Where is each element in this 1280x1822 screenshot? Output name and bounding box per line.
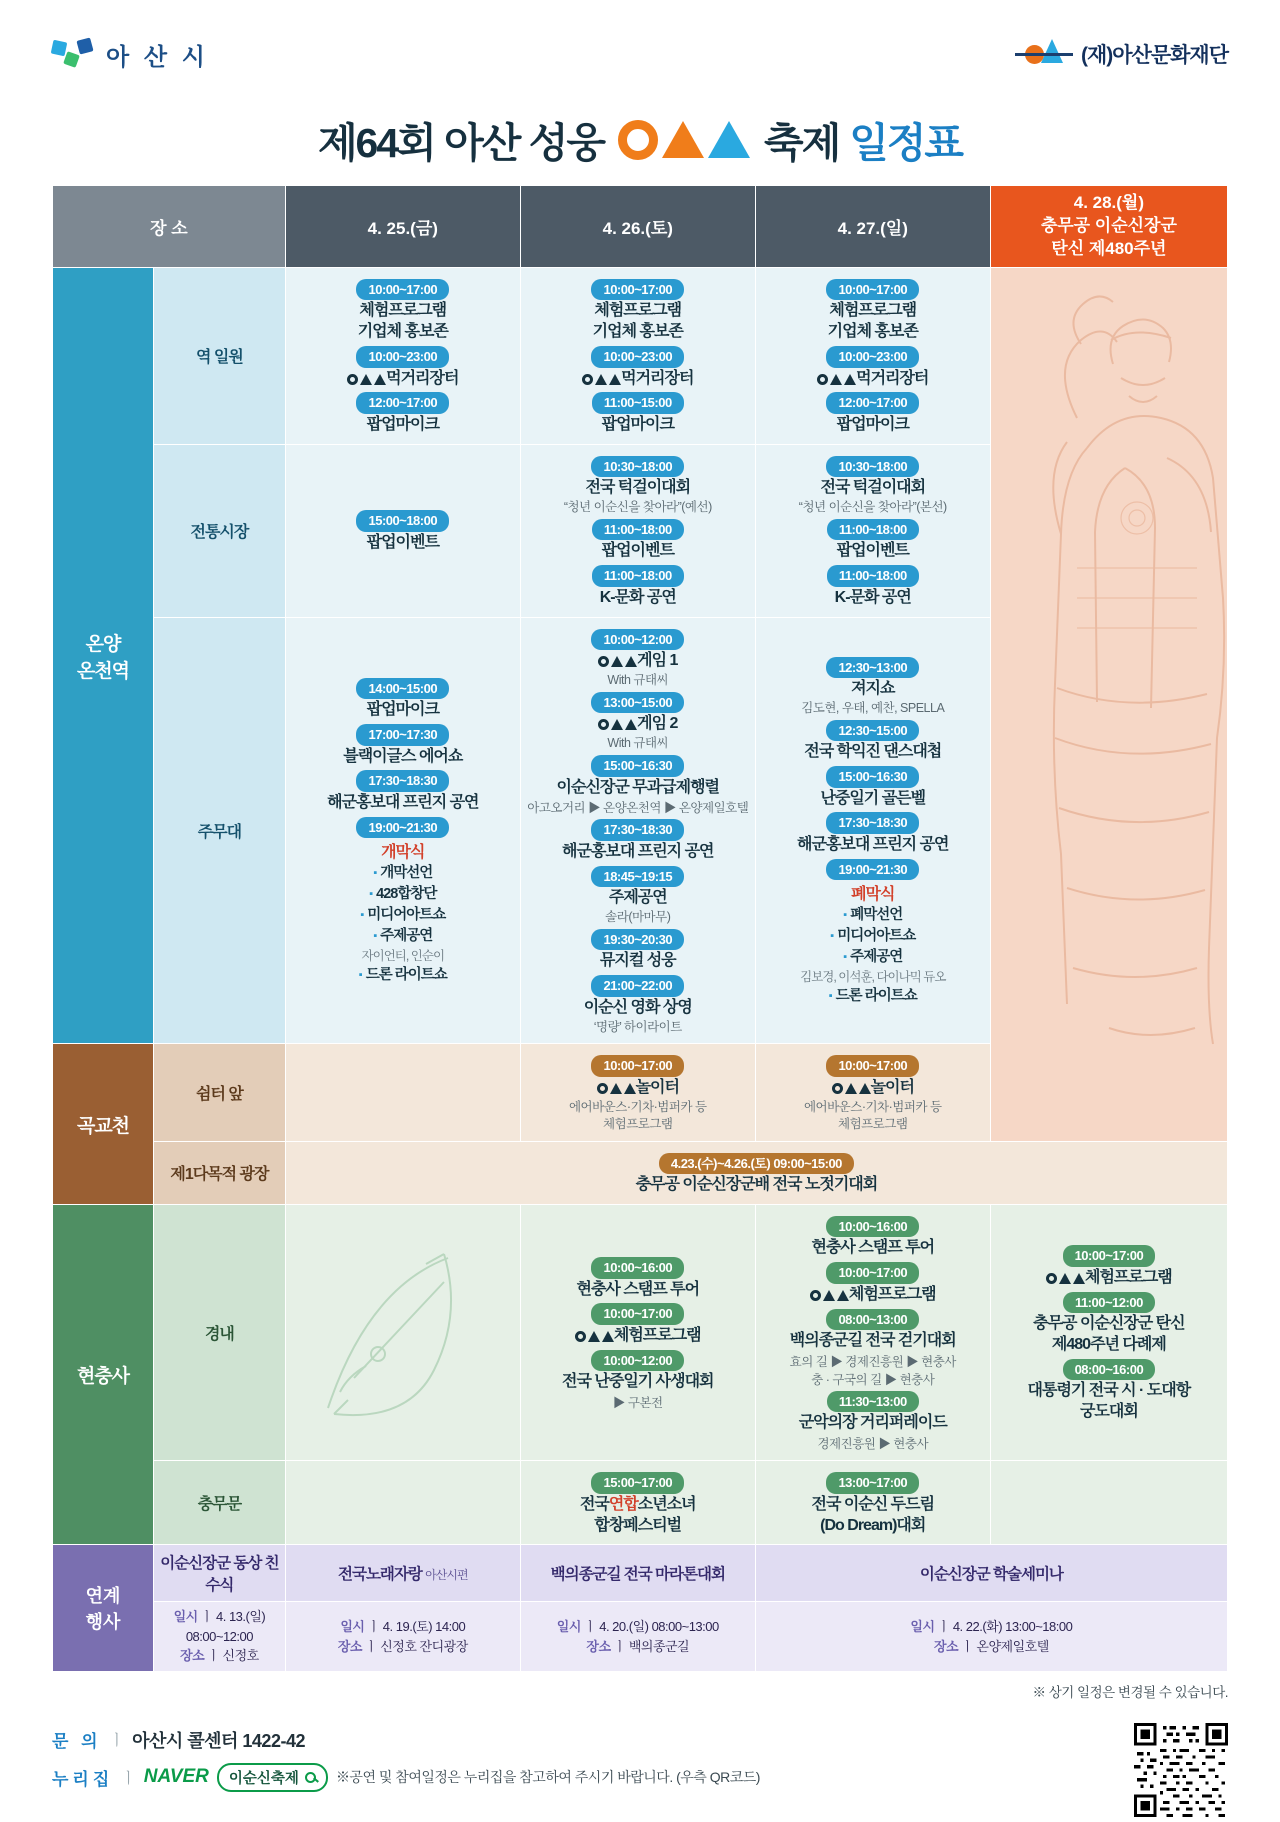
cell-grounds-fri xyxy=(285,1204,520,1460)
cell-market-sat xyxy=(520,444,755,617)
place-value: 신정호 xyxy=(222,1648,259,1664)
time-pill: 10:00~12:00 xyxy=(591,1350,684,1372)
time-pill: 15:00~18:00 xyxy=(356,510,449,532)
event-title: 게임 1 xyxy=(527,651,749,672)
bullet-item: ▪ 주제공연 xyxy=(762,947,984,968)
time-pill: 21:00~22:00 xyxy=(591,975,684,997)
time-pill: 10:00~12:00 xyxy=(591,629,684,651)
event-title: 팝업이벤트 xyxy=(601,542,674,560)
place-label: 장소 xyxy=(337,1638,362,1654)
place-value: 신정호 잔디광장 xyxy=(380,1638,468,1654)
cell-station-sat xyxy=(520,267,755,444)
bullet-note: 자이언티, 인순이 xyxy=(361,949,445,964)
event-route: 아고오거리 ▶ 온양온천역 ▶ 온양제일호텔 xyxy=(527,801,749,816)
asan-foundation-logo xyxy=(1015,39,1228,69)
event-title-highlight: 개막식 xyxy=(381,844,425,862)
event-title: 전국 학익진 댄스대첩 xyxy=(804,743,942,761)
title-post: 일정표 xyxy=(849,120,963,166)
asan-city-logo xyxy=(52,37,209,72)
event-title: 먹거리장터 xyxy=(292,369,514,390)
search-keyword: 이순신축제 xyxy=(228,1770,299,1787)
time-pill: 19:00~21:30 xyxy=(356,817,449,839)
linked-event-detail-2 xyxy=(285,1602,520,1672)
asan-foundation-logo-text: (재)아산문화재단 xyxy=(1081,44,1228,67)
event-title: 팝업이벤트 xyxy=(366,533,439,551)
event-title: 놀이터 xyxy=(527,1078,749,1099)
event-title: 체험프로그램 기업체 홍보존 xyxy=(357,302,448,341)
time-pill: 12:30~13:00 xyxy=(826,657,919,679)
event-route: ▶ 구본전 xyxy=(612,1396,663,1411)
time-pill: 17:30~18:30 xyxy=(356,770,449,792)
event-title: 이순신 영화 상영 xyxy=(583,998,692,1016)
event-title: 주제공연 xyxy=(608,889,667,907)
time-pill: 17:00~17:30 xyxy=(356,724,449,746)
event-title: 전국연합소년소녀 합창페스티벌 xyxy=(579,1495,696,1534)
cell-shelter-fri xyxy=(285,1044,520,1141)
time-pill: 10:00~16:00 xyxy=(826,1216,919,1238)
time-pill: 10:00~23:00 xyxy=(356,346,449,368)
event-note: With 규태씨 xyxy=(607,672,669,687)
bullet-item: ▪ 미디어아트쇼 xyxy=(762,926,984,947)
header-day-sat: 4. 26.(토) xyxy=(520,186,755,268)
linked-event-title-1 xyxy=(154,1545,286,1602)
sub-plaza: 제1다목적 광장 xyxy=(154,1141,286,1204)
linked-date-line: 일시 ㅣ 4. 22.(화) 13:00~18:00 xyxy=(910,1619,1073,1635)
event-title: 이순신장군 무과급제행렬 xyxy=(556,778,719,796)
cell-grounds-mon xyxy=(990,1204,1227,1460)
event-title: 놀이터 xyxy=(762,1078,984,1099)
inquiry-label: 문 의 xyxy=(52,1732,102,1752)
event-title: 해군홍보대 프린지 공연 xyxy=(327,793,479,811)
bullet-item: ▪ 드론 라이트쇼 xyxy=(292,965,514,986)
event-title: 팝업마이크 xyxy=(366,415,439,433)
event-note: 에어바운스·기차·범퍼카 등 체험프로그램 xyxy=(803,1099,942,1131)
place-value: 백의종군길 xyxy=(628,1638,690,1654)
cell-market-fri xyxy=(285,444,520,617)
date-value: 4. 13.(일) 08:00~12:00 xyxy=(185,1609,266,1644)
footer-site-row xyxy=(52,1763,760,1792)
title-mid: 축제 xyxy=(763,120,840,166)
time-pill: 13:00~15:00 xyxy=(591,692,684,714)
time-pill: 08:00~13:00 xyxy=(826,1309,919,1331)
table-row-plaza xyxy=(53,1141,1228,1204)
event-title: 군악의장 거리퍼레이드 xyxy=(798,1414,947,1432)
event-title: 게임 2 xyxy=(527,714,749,735)
event-note: With 규태씨 xyxy=(607,736,669,751)
time-pill: 19:30~20:30 xyxy=(591,929,684,951)
linked-event-title-2 xyxy=(285,1545,520,1602)
festival-symbol-icon xyxy=(618,120,750,160)
table-row-gate xyxy=(53,1461,1228,1545)
linked-place-line: 장소 ㅣ 신정호 잔디광장 xyxy=(337,1638,468,1654)
yi-sunsin-statue-icon xyxy=(991,268,1227,1141)
time-pill: 10:00~17:00 xyxy=(591,1303,684,1325)
site-label: 누리집 xyxy=(52,1769,114,1789)
event-title: 팝업이벤트 xyxy=(836,542,909,560)
bullet-item: ▪ 드론 라이트쇼 xyxy=(762,986,984,1007)
time-pill: 11:30~13:00 xyxy=(827,1391,919,1413)
table-row-linked-titles xyxy=(53,1545,1228,1602)
event-title: 블랙이글스 에어쇼 xyxy=(343,747,463,765)
time-pill: 10:00~17:00 xyxy=(826,1262,919,1284)
time-pill: 15:00~16:30 xyxy=(826,766,919,788)
venue-gokgyo: 곡교천 xyxy=(53,1044,154,1204)
event-title: 난중일기 골든벨 xyxy=(820,789,926,807)
header-day-fri: 4. 25.(금) xyxy=(285,186,520,268)
naver-search-pill[interactable] xyxy=(217,1763,328,1792)
sub-gate: 충무문 xyxy=(154,1461,286,1545)
bullet-item: ▪ 개막선언 xyxy=(292,863,514,884)
header-day-mon xyxy=(990,186,1227,268)
linked-event-title-3 xyxy=(520,1545,755,1602)
sub-mainstage: 주무대 xyxy=(154,617,286,1044)
time-pill: 10:00~17:00 xyxy=(591,279,684,301)
time-pill: 10:00~17:00 xyxy=(826,1055,919,1077)
event-note: 에어바운스·기차·범퍼카 등 체험프로그램 xyxy=(568,1099,707,1131)
cell-mainstage-sun xyxy=(755,617,990,1044)
venue-onyang: 온양 온천역 xyxy=(53,267,154,1044)
foundation-logo-icon xyxy=(1015,39,1073,69)
time-pill: 08:00~16:00 xyxy=(1063,1359,1156,1381)
cell-station-sun xyxy=(755,267,990,444)
linked-place-line: 장소 ㅣ 신정호 xyxy=(180,1648,259,1664)
event-note: 솔라(마마무) xyxy=(605,910,671,925)
bullet-item: ▪ 428합창단 xyxy=(292,884,514,905)
cell-gate-fri xyxy=(285,1461,520,1545)
time-pill: 15:00~16:30 xyxy=(591,755,684,777)
time-pill: 10:30~18:00 xyxy=(591,456,684,478)
event-bullets xyxy=(292,863,514,986)
event-route: 경제진흥원 ▶ 현충사 xyxy=(817,1437,929,1452)
time-pill: 10:00~16:00 xyxy=(591,1257,684,1279)
mon-line3: 탄신 제480주년 xyxy=(1051,238,1167,258)
mon-line2: 충무공 이순신장군 xyxy=(1040,215,1177,235)
asan-city-logo-text: 아 산 시 xyxy=(106,43,209,71)
time-pill: 17:30~18:30 xyxy=(826,812,919,834)
event-note: “청년 이순신을 찾아라”(예선) xyxy=(563,499,712,514)
time-pill: 19:00~21:30 xyxy=(826,859,919,881)
asan-logo-icon xyxy=(52,37,96,71)
linked-title-text: 이순신장군 동상 친수식 xyxy=(160,1555,279,1595)
linked-event-detail-4 xyxy=(755,1602,1227,1672)
date-value: 4. 19.(토) 14:00 xyxy=(382,1619,466,1635)
place-label: 장소 xyxy=(933,1638,959,1654)
title-pre: 제64회 아산 성웅 xyxy=(317,120,604,166)
time-pill: 10:00~17:00 xyxy=(826,279,919,301)
mon-date: 4. 28.(월) xyxy=(1073,193,1145,212)
linked-title-text: 전국노래자랑 xyxy=(338,1566,422,1584)
time-pill: 12:30~15:00 xyxy=(826,720,919,742)
cell-gate-sun xyxy=(755,1461,990,1545)
cell-market-sun xyxy=(755,444,990,617)
cell-shelter-sat xyxy=(520,1044,755,1141)
date-label: 일시 xyxy=(556,1619,581,1635)
page-title xyxy=(52,110,1228,169)
table-row-grounds xyxy=(53,1204,1228,1460)
bullet-item: ▪ 주제공연 xyxy=(292,926,514,947)
venue-linked-events: 연계 행사 xyxy=(53,1545,154,1672)
event-title: 전국 턱걸이대회 xyxy=(585,479,691,497)
footer-info xyxy=(52,1723,760,1802)
time-pill: 12:00~17:00 xyxy=(826,392,919,414)
linked-event-title-4 xyxy=(755,1545,1227,1602)
event-title: 전국 턱걸이대회 xyxy=(820,479,926,497)
event-title: 먹거리장터 xyxy=(527,369,749,390)
time-pill: 11:00~18:00 xyxy=(827,565,919,587)
date-value: 4. 22.(화) 13:00~18:00 xyxy=(952,1619,1073,1635)
event-title: 체험프로그램 xyxy=(762,1285,984,1306)
event-title: 팝업마이크 xyxy=(601,415,674,433)
sub-market: 전통시장 xyxy=(154,444,286,617)
footer xyxy=(52,1723,1228,1817)
time-pill: 11:00~18:00 xyxy=(592,519,684,541)
event-title: 팝업마이크 xyxy=(366,701,439,719)
inquiry-value: 아산시 콜센터 1422-42 xyxy=(132,1730,305,1751)
event-title: 현충사 스탬프 투어 xyxy=(576,1280,700,1298)
event-title: 대통령기 전국 시 · 도대항 궁도대회 xyxy=(1027,1382,1191,1421)
table-header-row xyxy=(53,186,1228,268)
event-title: 전국 이순신 두드림 (Do Dream)대회 xyxy=(811,1495,935,1534)
cell-gate-mon xyxy=(990,1461,1227,1545)
cell-plaza-span xyxy=(285,1141,1227,1204)
bullet-item: ▪ 미디어아트쇼 xyxy=(292,905,514,926)
event-title: 먹거리장터 xyxy=(762,369,984,390)
cell-mainstage-fri xyxy=(285,617,520,1044)
time-pill: 11:00~18:00 xyxy=(827,519,919,541)
event-title: K-문화 공연 xyxy=(834,588,911,606)
top-logo-bar xyxy=(52,0,1228,108)
event-title: 체험프로그램 xyxy=(527,1326,749,1347)
search-icon xyxy=(305,1772,316,1783)
linked-place-line: 장소 ㅣ 온양제일호텔 xyxy=(933,1638,1049,1654)
cell-shelter-sun xyxy=(755,1044,990,1141)
event-title: 해군홍보대 프린지 공연 xyxy=(797,835,949,853)
linked-title-small: 아산시편 xyxy=(425,1568,468,1583)
event-title: 져지쇼 xyxy=(851,680,895,698)
sub-shelter: 쉼터 앞 xyxy=(154,1044,286,1141)
linked-event-detail-3 xyxy=(520,1602,755,1672)
event-title: 전국 난중일기 사생대회 xyxy=(562,1373,714,1391)
event-title: 해군홍보대 프린지 공연 xyxy=(562,842,714,860)
sub-station: 역 일원 xyxy=(154,267,286,444)
event-title: 충무공 이순신장군배 전국 노젓기대회 xyxy=(635,1176,878,1194)
event-title: 현충사 스탬프 투어 xyxy=(811,1239,935,1257)
qr-code[interactable] xyxy=(1134,1723,1228,1817)
cell-grounds-sun xyxy=(755,1204,990,1460)
time-pill: 12:00~17:00 xyxy=(356,392,449,414)
event-note: ‘명량’ 하이라이트 xyxy=(593,1019,682,1034)
event-title: 팝업마이크 xyxy=(836,415,909,433)
time-pill: 17:30~18:30 xyxy=(591,819,684,841)
time-pill: 18:45~19:15 xyxy=(591,866,684,888)
event-title: 뮤지컬 성웅 xyxy=(599,952,676,970)
time-pill: 10:30~18:00 xyxy=(826,456,919,478)
time-pill: 10:00~17:00 xyxy=(1063,1245,1156,1267)
event-title: 체험프로그램 xyxy=(997,1268,1221,1289)
event-title: K-문화 공연 xyxy=(599,588,676,606)
linked-place-line: 장소 ㅣ 백의종군길 xyxy=(586,1638,690,1654)
naver-logo-text: NAVER xyxy=(143,1766,209,1788)
footer-inquiry-row xyxy=(52,1727,760,1753)
linked-event-detail-1 xyxy=(154,1602,286,1672)
date-label: 일시 xyxy=(340,1619,365,1635)
cell-grounds-sat xyxy=(520,1204,755,1460)
separator-icon: ㅣ xyxy=(121,1769,136,1787)
linked-date-line: 일시 ㅣ 4. 13.(일) 08:00~12:00 xyxy=(173,1609,266,1644)
time-pill: 15:00~17:00 xyxy=(591,1472,684,1494)
time-pill: 13:00~17:00 xyxy=(826,1472,919,1494)
cell-gate-sat xyxy=(520,1461,755,1545)
event-bullets xyxy=(762,905,984,1007)
event-title: 체험프로그램 기업체 홍보존 xyxy=(827,302,918,341)
header-place: 장 소 xyxy=(53,186,286,268)
place-label: 장소 xyxy=(586,1638,611,1654)
event-route: 효의 길 ▶ 경제진흥원 ▶ 현충사 충 · 구국의 길 ▶ 현충사 xyxy=(789,1354,956,1387)
event-title: 백의종군길 전국 걷기대회 xyxy=(789,1332,956,1350)
linked-title-text: 이순신장군 학술세미나 xyxy=(919,1566,1063,1584)
time-pill: 10:00~17:00 xyxy=(356,279,449,301)
time-pill: 10:00~23:00 xyxy=(826,346,919,368)
date-value: 4. 20.(일) 08:00~13:00 xyxy=(599,1619,719,1635)
event-title: 충무공 이순신장군 탄신 제480주년 다례제 xyxy=(1033,1315,1185,1353)
event-note: 김도현, 우태, 예찬, SPELLA xyxy=(801,700,945,715)
bullet-item: ▪ 폐막선언 xyxy=(762,905,984,926)
linked-date-line: 일시 ㅣ 4. 19.(토) 14:00 xyxy=(340,1619,466,1635)
bullet-note: 김보경, 이석훈, 다이나믹 듀오 xyxy=(800,970,946,985)
table-row-station xyxy=(53,267,1228,444)
event-title-highlight: 폐막식 xyxy=(851,886,895,904)
time-pill: 11:00~12:00 xyxy=(1063,1292,1155,1314)
time-pill: 11:00~18:00 xyxy=(592,565,684,587)
place-value: 온양제일호텔 xyxy=(976,1638,1049,1654)
time-pill: 10:00~23:00 xyxy=(591,346,684,368)
time-pill: 11:00~15:00 xyxy=(592,392,684,414)
schedule-table xyxy=(52,185,1228,1672)
linked-date-line: 일시 ㅣ 4. 20.(일) 08:00~13:00 xyxy=(556,1619,719,1635)
sub-grounds: 경내 xyxy=(154,1204,286,1460)
event-title: 체험프로그램 기업체 홍보존 xyxy=(592,302,683,341)
time-pill: 4.23.(수)~4.26.(토) 09:00~15:00 xyxy=(659,1153,854,1175)
time-pill: 10:00~17:00 xyxy=(591,1055,684,1077)
header-day-sun: 4. 27.(일) xyxy=(755,186,990,268)
event-note: “청년 이순신을 찾아라”(본선) xyxy=(798,499,947,514)
time-pill: 14:00~15:00 xyxy=(356,678,449,700)
separator-icon: ㅣ xyxy=(109,1732,125,1750)
date-label: 일시 xyxy=(173,1609,198,1625)
monday-illustration-cell xyxy=(990,267,1227,1141)
cell-station-fri xyxy=(285,267,520,444)
place-label: 장소 xyxy=(180,1648,205,1664)
linked-title-text: 백의종군길 전국 마라톤대회 xyxy=(550,1566,725,1584)
cell-mainstage-sat xyxy=(520,617,755,1044)
table-row-linked-details xyxy=(53,1602,1228,1672)
date-label: 일시 xyxy=(910,1619,935,1635)
site-note: ※공연 및 참여일정은 누리집을 참고하여 주시기 바랍니다. (우측 QR코드) xyxy=(335,1769,760,1786)
schedule-change-notice: ※ 상기 일정은 변경될 수 있습니다. xyxy=(1032,1684,1228,1700)
venue-hyeonchungsa: 현충사 xyxy=(53,1204,154,1545)
